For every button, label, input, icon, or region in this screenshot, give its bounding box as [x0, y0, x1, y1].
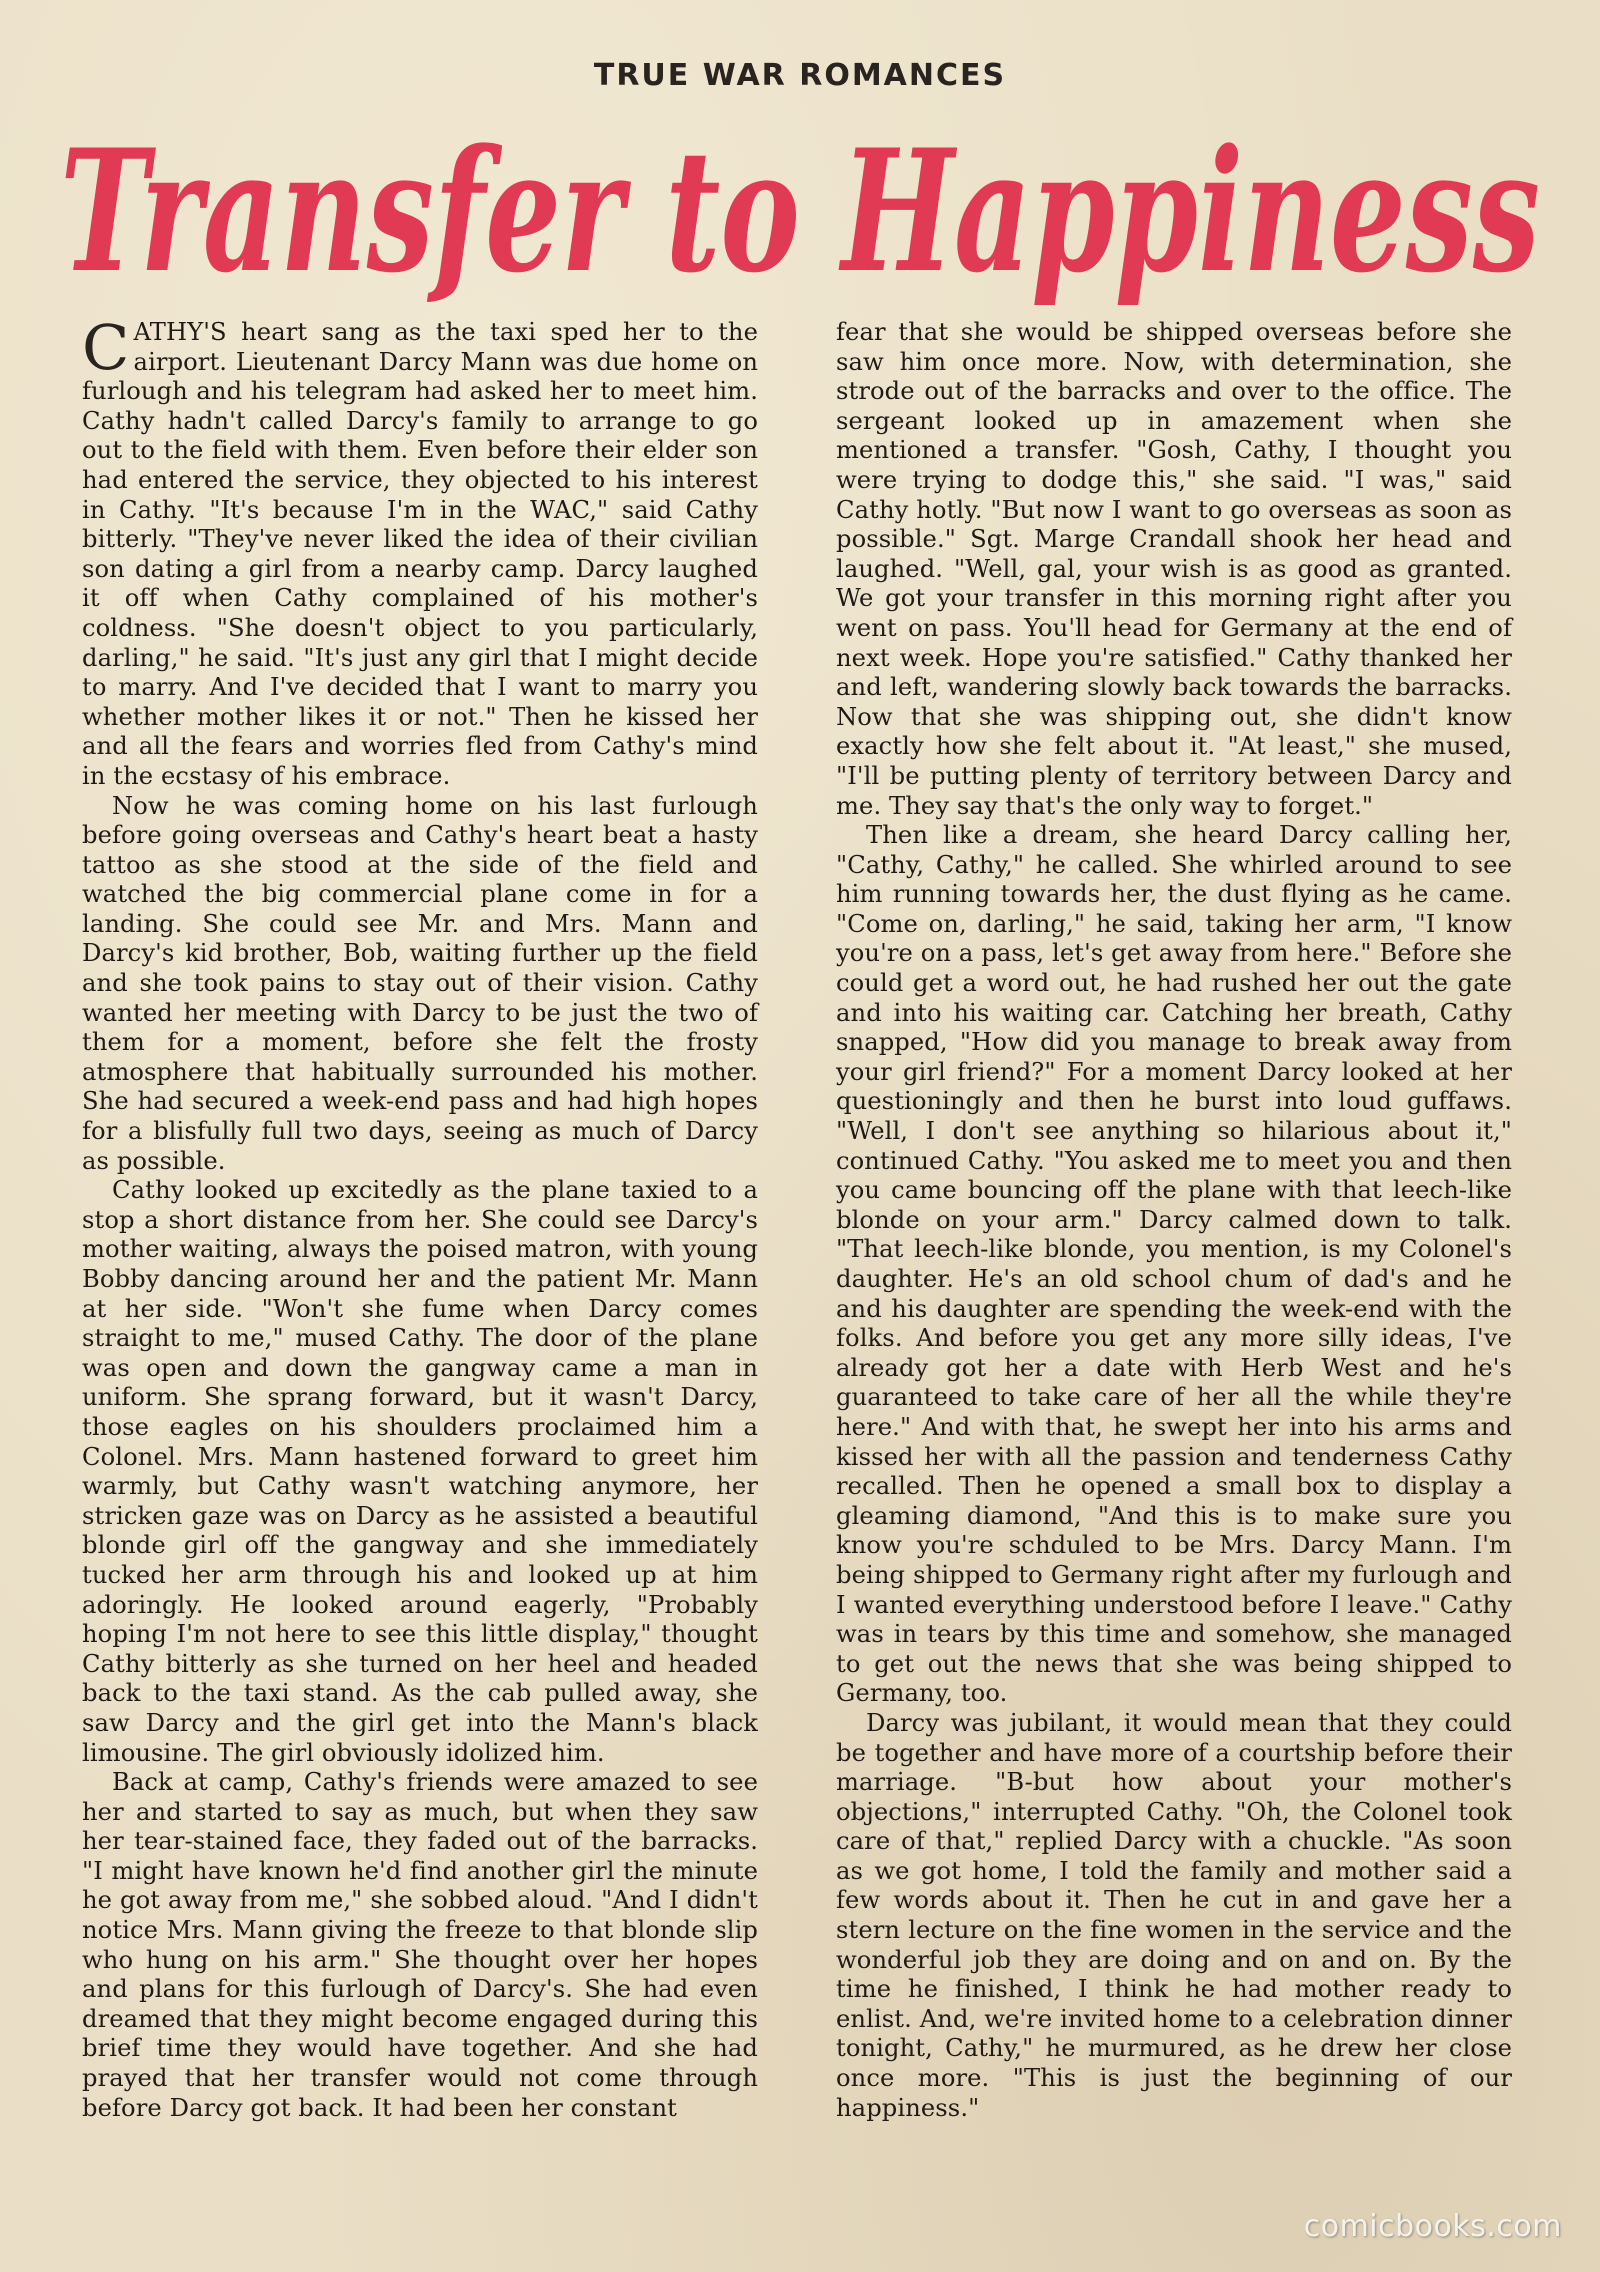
paragraph-4: Back at camp, Cathy's friends were amazed to see her and started to say as much, but when they saw her tear-stained face, they faded out of the barracks. "I might have known he'd find another girl the minute he got away from me," she sobbed aloud. "And I didn't notice Mrs. Mann giving the freeze to that blonde slip who hung on his arm." She thought over her hopes and plans for this furlough of Darcy's. She had even dreamed that they might become engaged during this brief time they would have together. And she had prayed that her transfer would not come through before Darcy got back. It had been her constant [82, 1768, 758, 2122]
story-title-text: Transfer to Happiness [60, 112, 1540, 307]
running-title: TRUE WAR ROMANCES [593, 58, 1007, 93]
paragraph-3: Cathy looked up excitedly as the plane taxied to a stop a short distance from her. She could see Darcy's mother waiting, always the poised matron, with young Bobby dancing around her and the patient Mr. Mann at her side. "Won't she fume when Darcy comes straight to me," mused Cathy. The door of the plane was open and down the gangway came a man in uniform. She sprang forward, but it wasn't Darcy, those eagles on his shoulders proclaimed him a Colonel. Mrs. Mann hastened forward to greet him warmly, but Cathy wasn't watching anymore, her stricken gaze was on Darcy as he assisted a beautiful blonde girl off the gangway and she immediately tucked her arm through his and looked up at him adoringly. He looked around eagerly, "Probably hoping I'm not here to see this little display," thought Cathy bitterly as she turned on her heel and headed back to the taxi stand. As the cab pulled away, she saw Darcy and the girl get into the Mann's black limousine. The girl obviously idolized him. [82, 1176, 758, 1767]
paragraph-1: CATHY'S heart sang as the taxi sped her to the airport. Lieutenant Darcy Mann was due home on furlough and his telegram had asked her to meet him. Cathy hadn't called Darcy's family to arrange to go out to the field with them. Even before their elder son had entered the service, they objected to his interest in Cathy. "It's because I'm in the WAC," said Cathy bitterly. "They've never liked the idea of their civilian son dating a girl from a nearby camp. Darcy laughed it off when Cathy complained of his mother's coldness. "She doesn't object to you particularly, darling," he said. "It's just any girl that I might decide to marry. And I've decided that I want to marry you whether mother likes it or not." Then he kissed her and all the fears and worries fled from Cathy's mind in the ecstasy of his embrace. [82, 311, 758, 790]
story-title-lettering [40, 92, 1560, 307]
story-title [40, 92, 1560, 307]
paragraph-6: Then like a dream, she heard Darcy calling her, "Cathy, Cathy," he called. She whirled around to see him running towards her, the dust flying as he came. "Come on, darling," he said, taking her arm, "I know you're on a pass, let's get away from here." Before she could get a word out, he had rushed her out the gate and into his waiting car. Catching her breath, Cathy snapped, "How did you manage to break away from your girl friend?" For a moment Darcy looked at her questioningly and then he burst into loud guffaws. "Well, I don't see anything so hilarious about it," continued Cathy. "You asked me to meet you and then you came bouncing off the plane with that leech-like blonde on your arm." Darcy calmed down to talk. "That leech-like blonde, you mention, is my Colonel's daughter. He's an old school chum of dad's and he and his daughter are spending the week-end with the folks. And before you get any more silly ideas, I've already got her a date with Herb West and he's guaranteed to take care of her all the while they're here." And with that, he swept her into his arms and kissed her with all the passion and tenderness Cathy recalled. Then he opened a small box to display a gleaming diamond, "And this is to make sure you know you're schduled to be Mrs. Darcy Mann. I'm being shipped to Germany right after my furlough and I wanted everything understood before I leave." Cathy was in tears by this time and somehow, she managed to get out the news that she was being shipped to Germany, too. [836, 821, 1512, 1708]
paragraph-7: Darcy was jubilant, it would mean that they could be together and have more of a courtship before their marriage. "B-but how about your mother's objections," interrupted Cathy. "Oh, the Colonel took care of that," replied Darcy with a chuckle. "As soon as we got home, I told the family and mother said a few words about it. Then he cut in and gave her a stern lecture on the fine women in the service and the wonderful job they are doing and on and on. By the time he finished, I think he had mother ready to enlist. And, we're invited home to a celebration dinner tonight, Cathy," he murmured, as he drew her close once more. "This is just the beginning of our happiness." [836, 1708, 1512, 2122]
left-column [82, 311, 758, 2218]
site-watermark: comicbooks.com [1303, 2209, 1562, 2244]
paragraph-5: fear that she would be shipped overseas before she saw him once more. Now, with determination, she strode out of the barracks and over to the office. The sergeant looked up in amazement when she mentioned a transfer. "Gosh, Cathy, I thought you were trying to dodge this," she said. "I was," said Cathy hotly. "But now I want to go overseas as soon as possible." Sgt. Marge Crandall shook her head and laughed. "Well, gal, your wish is as good as granted. We got your transfer in this morning right after you went on pass. You'll head for Germany at the end of next week. Hope you're satisfied." Cathy thanked her and left, wandering slowly back towards the barracks. Now that she was shipping out, she didn't know exactly how she felt about it. "At least," she mused, "I'll be putting plenty of territory between Darcy and me. They say that's the only way to forget." [836, 318, 1512, 820]
right-column [836, 318, 1512, 2218]
paragraph-2: Now he was coming home on his last furlough before going overseas and Cathy's heart beat a hasty tattoo as she stood at the side of the field and watched the big commercial plane come in for a landing. She could see Mr. and Mrs. Mann and Darcy's kid brother, Bob, waiting further up the field and she took pains to stay out of their vision. Cathy wanted her meeting with Darcy to be just the two of them for a moment, before she felt the frosty atmosphere that habitually surrounded his mother. She had secured a week-end pass and had high hopes for a blisfully full two days, seeing as much of Darcy as possible. [82, 791, 758, 1175]
